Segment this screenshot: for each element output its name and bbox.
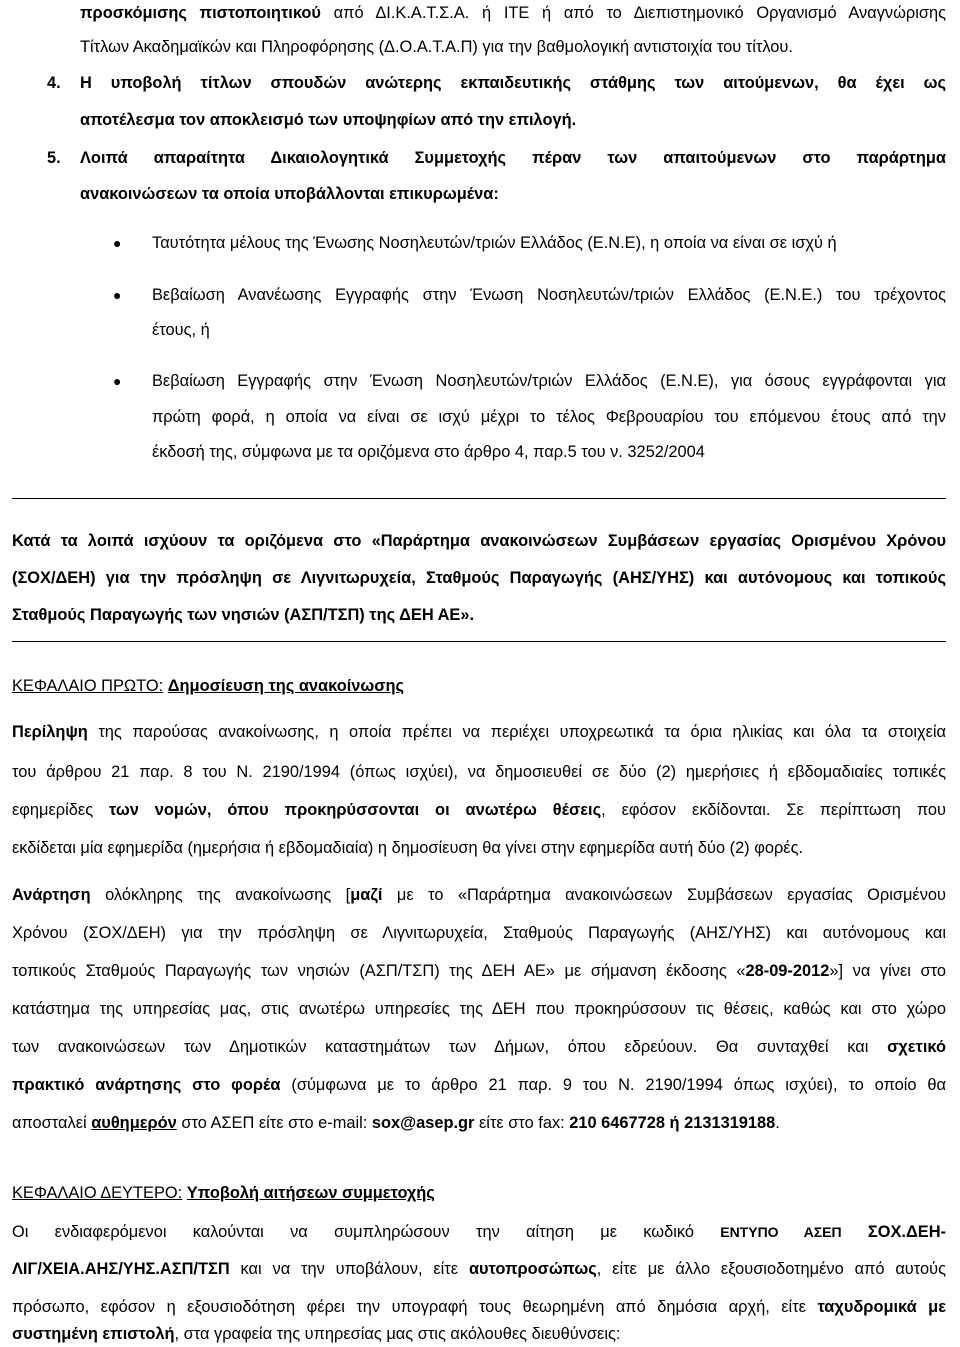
posting-line-1: Ανάρτηση ολόκληρης της ανακοίνωσης [μαζί με το «Παράρτημα ανακοινώσεων Συμβάσεων εργασίας Ορισμένου xyxy=(12,886,946,904)
bottom-rule xyxy=(12,641,946,642)
boxed-line-2: (ΣΟΧ/ΔΕΗ) για την πρόσληψη σε Λιγνιτωρυχεία, Σταθμούς Παραγωγής (ΑΗΣ/ΥΗΣ) και αυτόνομους και τοπικούς xyxy=(12,569,946,587)
boxed-line-1: Κατά τα λοιπά ισχύουν τα οριζόμενα στο «Παράρτημα ανακοινώσεων Συμβάσεων εργασίας Ορισμένου Χρόνου xyxy=(12,532,946,550)
top-line-2: Τίτλων Ακαδημαϊκών και Πληροφόρησης (Δ.Ο.Α.Τ.Α.Π) για την βαθμολογική αντιστοιχία του τίτλου. xyxy=(80,38,793,56)
summary-line-4: εκδίδεται μία εφημερίδα (ημερήσια ή εβδομαδιαία) η δημοσίευση θα γίνει στην εφημερίδα αυτή δύο (2) φορές. xyxy=(12,839,804,857)
apply-line-3: πρόσωπο, εφόσον η εξουσιοδότηση φέρει την υπογραφή τους θεωρημένη από δημόσια αρχή, είτε ταχυδρομικά με xyxy=(12,1298,946,1316)
bullet-dot-icon: ● xyxy=(113,287,122,303)
summary-line-1: Περίληψη της παρούσας ανακοίνωσης, η οποία πρέπει να περιέχει υποχρεωτικά τα όρια ηλικίας και όλα τα στοιχεία xyxy=(12,723,946,741)
chapter-2-heading: ΚΕΦΑΛΑΙΟ ΔΕΥΤΕΡΟ: Υποβολή αιτήσεων συμμετοχής xyxy=(12,1184,435,1202)
email-link[interactable]: sox@asep.gr xyxy=(371,1114,475,1132)
apply-line-1: Οι ενδιαφερόμενοι καλούνται να συμπληρώσουν την αίτηση με κωδικό ΕΝΤΥΠΟ ΑΣΕΠ ΣΟΧ.ΔΕΗ- xyxy=(12,1223,946,1241)
posting-line-7: αποσταλεί αυθημερόν στο ΑΣΕΠ είτε στο e-mail: sox@asep.gr είτε στο fax: 210 6467728 ή 2131319188. xyxy=(12,1114,780,1132)
bullet-2-line-1: Βεβαίωση Ανανέωσης Εγγραφής στην Ένωση Νοσηλευτών/τριών Ελλάδος (Ε.Ν.Ε.) του τρέχοντος xyxy=(152,286,946,304)
item-5-line-1: Λοιπά απαραίτητα Δικαιολογητικά Συμμετοχής πέραν των απαιτούμενων στο παράρτημα xyxy=(80,149,946,167)
apply-line-2: ΛΙΓ/ΧΕΙΑ.ΑΗΣ/ΥΗΣ.ΑΣΠ/ΤΣΠ και να την υποβάλουν, είτε αυτοπροσώπως, είτε με άλλο εξουσιοδοτημένο από αυτούς xyxy=(12,1260,946,1278)
bullet-1: Ταυτότητα μέλους της Ένωσης Νοσηλευτών/τριών Ελλάδος (Ε.Ν.Ε), η οποία να είναι σε ισχύ ή xyxy=(152,234,837,252)
bullet-3-line-2: πρώτη φορά, η οποία να είναι σε ισχύ μέχρι το τέλος Φεβρουαρίου του επόμενου έτους από την xyxy=(152,408,946,426)
posting-line-2: Χρόνου (ΣΟΧ/ΔΕΗ) για την πρόσληψη σε Λιγνιτωρυχεία, Σταθμούς Παραγωγής (ΑΗΣ/ΥΗΣ) και αυτόνομους και xyxy=(12,924,946,942)
chapter-1-heading: ΚΕΦΑΛΑΙΟ ΠΡΩΤΟ: Δημοσίευση της ανακοίνωσης xyxy=(12,677,404,695)
bullet-3-line-1: Βεβαίωση Εγγραφής στην Ένωση Νοσηλευτών/τριών Ελλάδος (Ε.Ν.Ε), για όσους εγγράφονται για xyxy=(152,372,946,390)
posting-line-6: πρακτικό ανάρτησης στο φορέα (σύμφωνα με το άρθρο 21 παρ. 9 του Ν. 2190/1994 όπως ισχύει), το οποίο θα xyxy=(12,1076,946,1094)
bullet-2-line-2: έτους, ή xyxy=(152,321,210,339)
item-4-line-2: αποτέλεσμα τον αποκλεισμό των υποψηφίων από την επιλογή. xyxy=(80,111,577,129)
bullet-dot-icon: ● xyxy=(113,373,122,389)
boxed-line-3: Σταθμούς Παραγωγής των νησιών (ΑΣΠ/ΤΣΠ) της ΔΕΗ ΑΕ». xyxy=(12,606,475,624)
summary-line-2: του άρθρου 21 παρ. 8 του Ν. 2190/1994 (όπως ισχύει), να δημοσιευθεί σε δύο (2) ημερήσιες ή εβδομαδιαίες τοπικές xyxy=(12,763,946,781)
top-line-1: προσκόμισης πιστοποιητικού από ΔΙ.Κ.Α.Τ.Σ.Α. ή ΙΤΕ ή από το Διεπιστημονικό Οργανισμό Αναγνώρισης xyxy=(80,4,946,22)
posting-line-4: κατάστημα της υπηρεσίας μας, στις ανωτέρω υπηρεσίες της ΔΕΗ που προκηρύσσουν τις θέσεις, καθώς και στο χώρο xyxy=(12,1000,946,1018)
item-5-number: 5. xyxy=(47,149,61,167)
summary-line-3: εφημερίδες των νομών, όπου προκηρύσσονται οι ανωτέρω θέσεις, εφόσον εκδίδονται. Σε περίπτωση που xyxy=(12,801,946,819)
apply-line-4: συστημένη επιστολή, στα γραφεία της υπηρεσίας μας στις ακόλουθες διευθύνσεις: xyxy=(12,1325,621,1343)
bullet-3-line-3: έκδοσή της, σύμφωνα με τα οριζόμενα στο άρθρο 4, παρ.5 του ν. 3252/2004 xyxy=(152,443,705,461)
item-4-number: 4. xyxy=(47,74,61,92)
posting-line-3: τοπικούς Σταθμούς Παραγωγής των νησιών (ΑΣΠ/ΤΣΠ) της ΔΕΗ ΑΕ» με σήμανση έκδοσης «28-09-2012»] να γίνει στο xyxy=(12,962,946,980)
item-5-line-2: ανακοινώσεων τα οποία υποβάλλονται επικυρωμένα: xyxy=(80,185,499,203)
item-4-line-1: Η υποβολή τίτλων σπουδών ανώτερης εκπαιδευτικής στάθμης των αιτούμενων, θα έχει ως xyxy=(80,74,946,92)
top-rule xyxy=(12,498,946,499)
bullet-dot-icon: ● xyxy=(113,235,122,251)
posting-line-5: των ανακοινώσεων των Δημοτικών καταστημάτων των Δήμων, όπου εδρεύουν. Θα συνταχθεί και σχετικό xyxy=(12,1038,946,1056)
